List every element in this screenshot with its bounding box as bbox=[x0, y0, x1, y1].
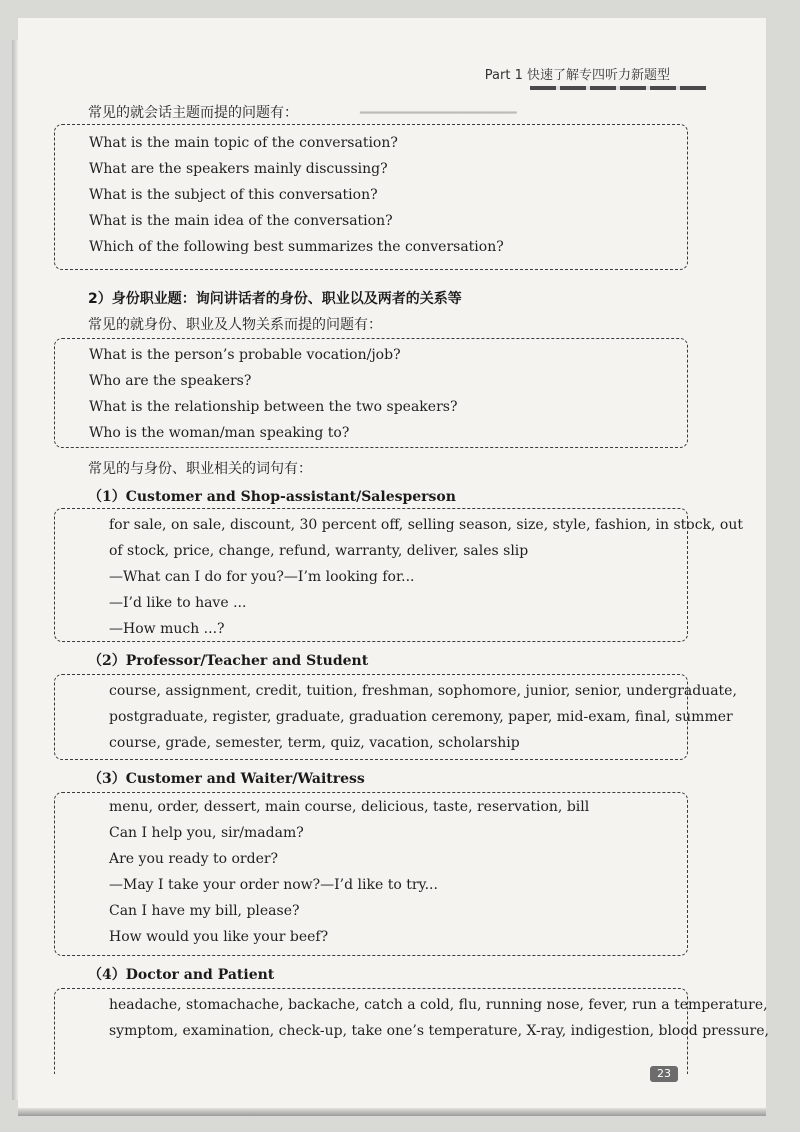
vocab-line: headache, stomachache, backache, catch a cold, flu, running nose, fever, run a temperature, bbox=[109, 997, 768, 1013]
vocab-line: —How much ...? bbox=[109, 621, 225, 637]
running-header: Part 1 快速了解专四听力新题型 bbox=[484, 68, 670, 83]
group-3-title: （3）Customer and Waiter/Waitress bbox=[88, 771, 365, 787]
group-2-box bbox=[54, 674, 737, 760]
vocab-line: postgraduate, register, graduate, graduation ceremony, paper, mid-exam, final, summer bbox=[109, 709, 733, 725]
vocab-line: for sale, on sale, discount, 30 percent off, selling season, size, style, fashion, in stock, out bbox=[109, 517, 744, 533]
vocab-intro: 常见的与身份、职业相关的词句有： bbox=[88, 461, 312, 477]
bleed-through: ━━━━━━━━━━━━━━━━━━━━ bbox=[360, 106, 517, 121]
section-2-title: 2）身份职业题：询问讲话者的身份、职业以及两者的关系等 bbox=[88, 291, 462, 307]
vocab-line: Can I have my bill, please? bbox=[109, 903, 300, 919]
group-2-title: （2）Professor/Teacher and Student bbox=[88, 653, 369, 669]
vocab-line: —What can I do for you?—I’m looking for... bbox=[109, 569, 415, 585]
question-line: What is the subject of this conversation? bbox=[89, 187, 378, 203]
vocab-line: —I’d like to have ... bbox=[109, 595, 247, 611]
vocab-line: Are you ready to order? bbox=[109, 851, 279, 867]
identity-questions-box bbox=[54, 338, 688, 448]
question-line: Who is the woman/man speaking to? bbox=[89, 425, 350, 441]
vocab-line: of stock, price, change, refund, warranty, deliver, sales slip bbox=[109, 543, 529, 559]
question-line: What is the person’s probable vocation/job? bbox=[89, 347, 401, 363]
question-line: Which of the following best summarizes the conversation? bbox=[89, 239, 504, 255]
question-line: What is the relationship between the two speakers? bbox=[89, 399, 458, 415]
page-bottom-edge bbox=[18, 1108, 766, 1116]
vocab-line: menu, order, dessert, main course, delicious, taste, reservation, bill bbox=[109, 799, 590, 815]
group-4-title: （4）Doctor and Patient bbox=[88, 967, 275, 983]
topic-questions-box bbox=[54, 124, 688, 270]
group-4-box bbox=[54, 988, 769, 1074]
vocab-line: course, assignment, credit, tuition, freshman, sophomore, junior, senior, undergraduate, bbox=[109, 683, 737, 699]
page-number: 23 bbox=[650, 1066, 678, 1082]
question-line: What is the main idea of the conversation? bbox=[89, 213, 393, 229]
vocab-line: Can I help you, sir/madam? bbox=[109, 825, 304, 841]
book-page bbox=[18, 18, 769, 1114]
group-1-title: （1）Customer and Shop-assistant/Salesperson bbox=[88, 489, 456, 505]
question-line: Who are the speakers? bbox=[89, 373, 252, 389]
topic-intro: 常见的就会话主题而提的问题有： bbox=[88, 105, 298, 121]
group-3-box bbox=[54, 792, 688, 956]
vocab-line: symptom, examination, check-up, take one’s temperature, X-ray, indigestion, blood pressure, bbox=[109, 1023, 769, 1039]
header-rule bbox=[530, 86, 706, 90]
identity-intro: 常见的就身份、职业及人物关系而提的问题有： bbox=[88, 317, 382, 333]
group-1-box bbox=[54, 508, 744, 642]
question-line: What is the main topic of the conversation? bbox=[89, 135, 398, 151]
vocab-line: How would you like your beef? bbox=[109, 929, 329, 945]
vocab-line: course, grade, semester, term, quiz, vacation, scholarship bbox=[109, 735, 520, 751]
question-line: What are the speakers mainly discussing? bbox=[89, 161, 388, 177]
vocab-line: —May I take your order now?—I’d like to try... bbox=[109, 877, 438, 893]
